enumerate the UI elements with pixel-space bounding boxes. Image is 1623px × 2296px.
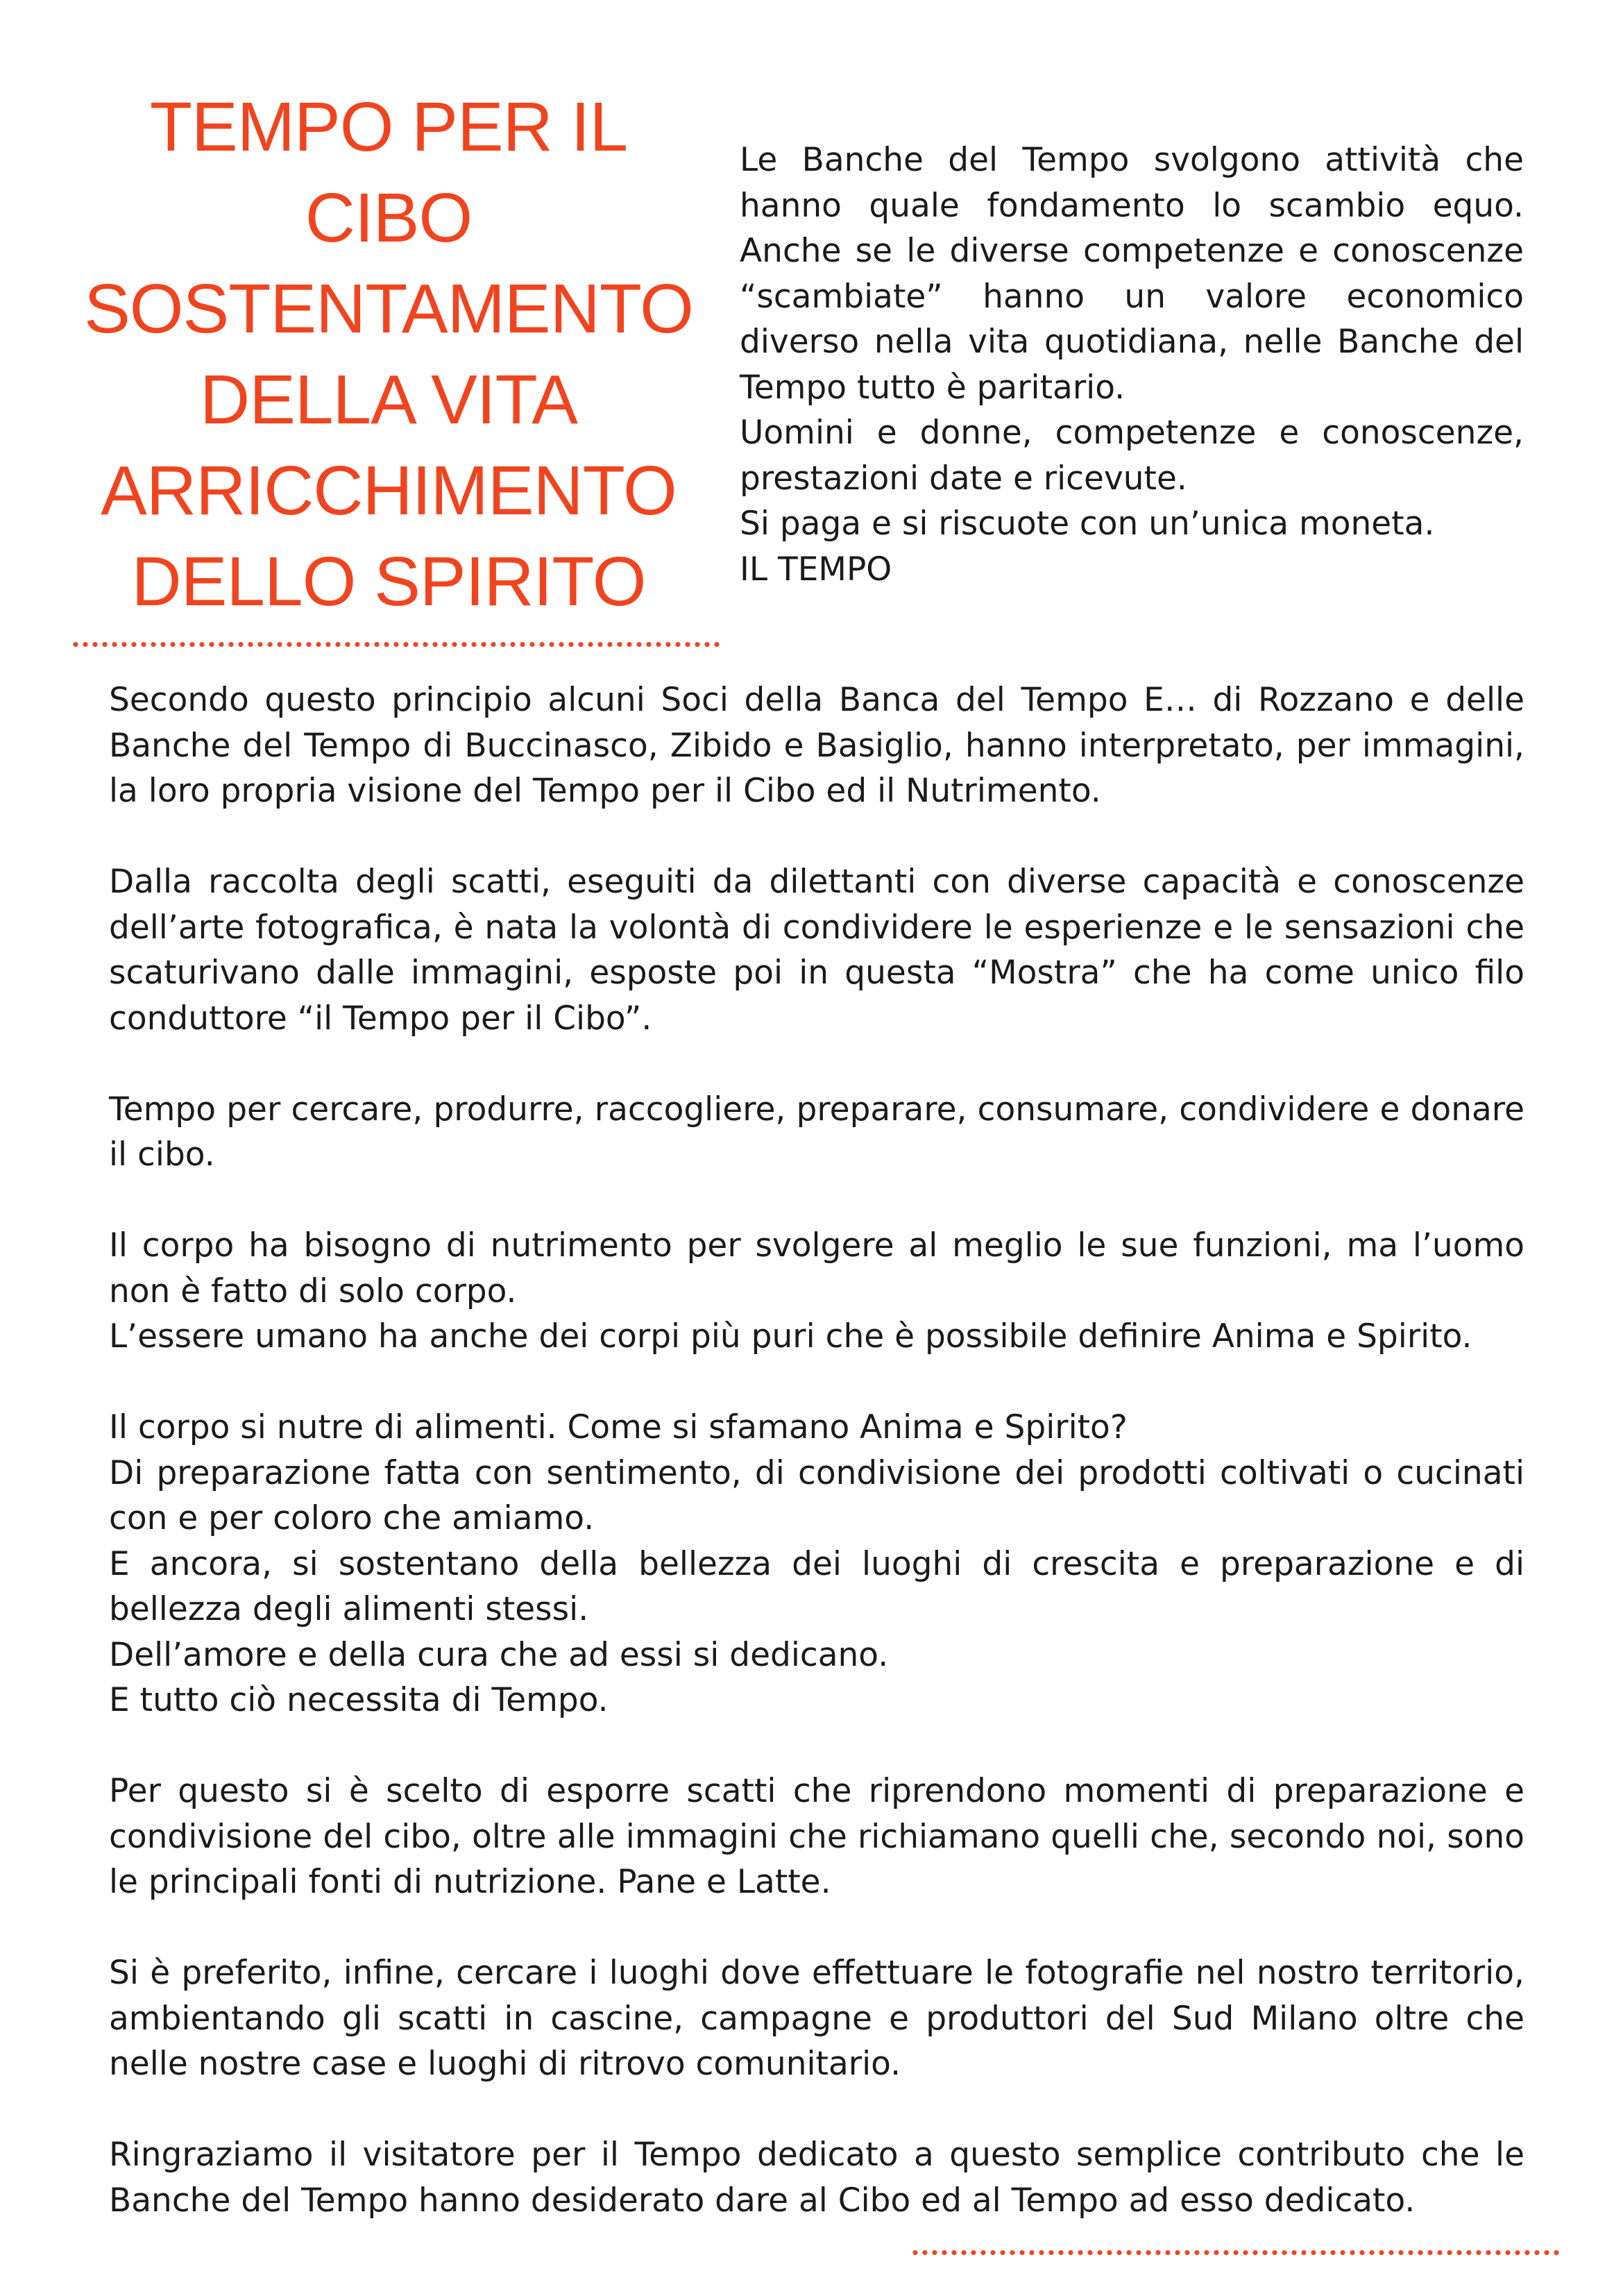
body-line: Dell’amore e della cura che ad essi si dedicano. [109, 1635, 889, 1674]
body-text [109, 677, 1524, 2269]
body-line: Il corpo si nutre di alimenti. Come si sfamano Anima e Spirito? [109, 1408, 1128, 1446]
intro-paragraph: IL TEMPO [740, 550, 892, 589]
body-line: Il corpo ha bisogno di nutrimento per svolgere al meglio le sue funzioni, ma l’uomo non è fatto di solo corpo. [109, 1226, 1524, 1310]
body-paragraph: Tempo per cercare, produrre, raccogliere, preparare, consumare, condividere e donare il cibo. [109, 1090, 1524, 1174]
intro-paragraph: Le Banche del Tempo svolgono attività che hanno quale fondamento lo scambio equo. Anche se le diverse competenze e conoscenze “scambiate” hanno un valore economico diverso nella vita quotidiana, nelle Banche del Tempo tutto è paritario. [740, 141, 1524, 407]
title-line: CIBO [305, 179, 473, 257]
body-line: Di preparazione fatta con sentimento, di condivisione dei prodotti coltivati o cucinati con e per coloro che amiamo. [109, 1453, 1524, 1537]
body-paragraph: Secondo questo principio alcuni Soci della Banca del Tempo E… di Rozzano e delle Banche del Tempo di Buccinasco, Zibido e Basiglio, hanno interpretato, per immagini, la loro propria visione del Tempo per il Cibo ed il Nutrimento. [109, 681, 1524, 810]
intro-paragraph: Uomini e donne, competenze e conoscenze, prestazioni date e ricevute. [740, 414, 1524, 498]
title-line: DELLO SPIRITO [131, 543, 646, 621]
body-paragraph [109, 1223, 1524, 1360]
intro-paragraph: Si paga e si riscuote con un’unica moneta. [740, 505, 1435, 543]
body-paragraph: Si è preferito, infine, cercare i luoghi dove effettuare le fotografie nel nostro territorio, ambientando gli scatti in cascine, campagne e produttori del Sud Milano oltre che nelle nostre case e luoghi di ritrovo comunitario. [109, 1954, 1524, 2083]
body-paragraph: Dalla raccolta degli scatti, eseguiti da dilettanti con diverse capacità e conoscenze dell’arte fotografica, è nata la volontà di condividere le esperienze e le sensazioni che scaturivano dalle immagini, esposte poi in questa “Mostra” che ha come unico filo conduttore “il Tempo per il Cibo”. [109, 863, 1524, 1038]
body-paragraph: Per questo si è scelto di esporre scatti che riprendono momenti di preparazione e condivisione del cibo, oltre alle immagini che richiamano quelli che, secondo noi, sono le principali fonti di nutrizione. Pane e Latte. [109, 1772, 1524, 1901]
body-line: E ancora, si sostentano della bellezza dei luoghi di crescita e preparazione e di bellezza degli alimenti stessi. [109, 1544, 1524, 1628]
title-line: TEMPO PER IL [149, 88, 628, 166]
dotted-divider-bottom [910, 2249, 1561, 2256]
body-line: E tutto ciò necessita di Tempo. [109, 1681, 609, 1719]
page-title [76, 82, 701, 627]
body-paragraph: Ringraziamo il visitatore per il Tempo dedicato a questo semplice contributo che le Banche del Tempo hanno desiderato dare al Cibo ed al Tempo ad esso dedicato. [109, 2136, 1524, 2220]
title-line: DELLA VITA [200, 361, 577, 439]
title-line: ARRICCHIMENTO [101, 452, 677, 530]
body-paragraph [109, 1405, 1524, 1723]
title-line: SOSTENTAMENTO [84, 270, 693, 348]
dotted-divider-top [71, 641, 722, 648]
body-line: L’essere umano ha anche dei corpi più puri che è possibile definire Anima e Spirito. [109, 1317, 1472, 1356]
intro-text [740, 137, 1524, 592]
